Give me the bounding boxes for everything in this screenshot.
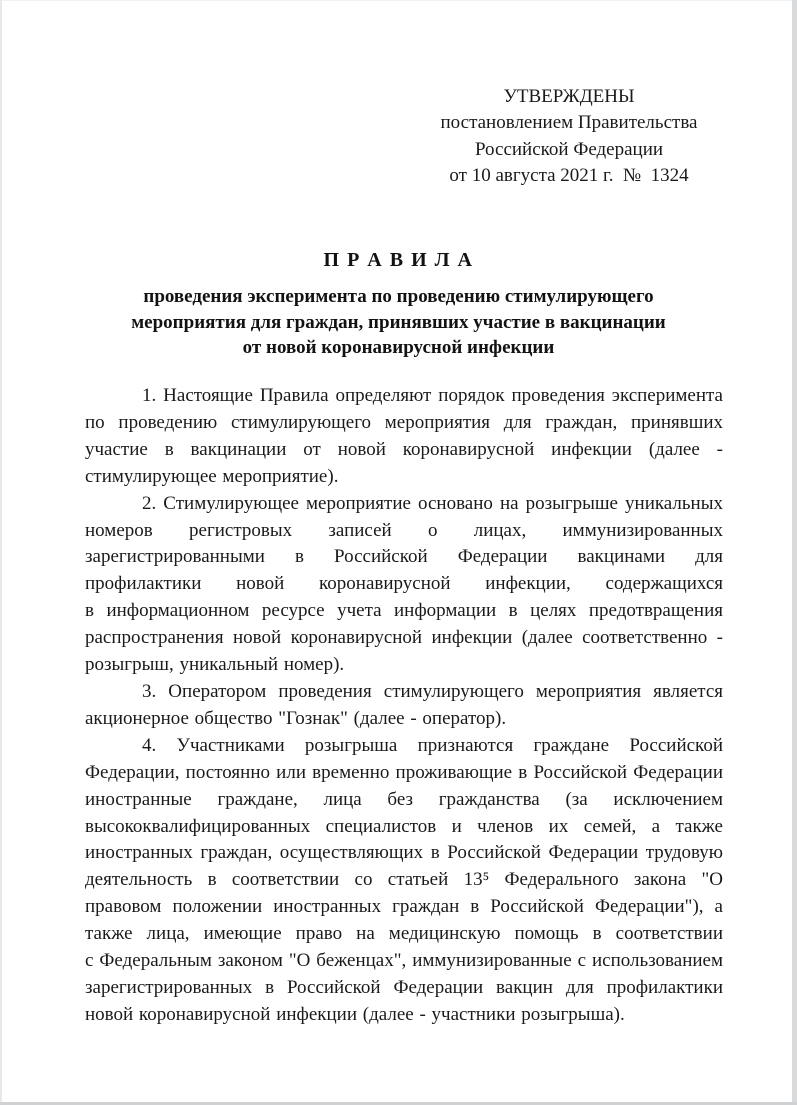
approval-line-approved: УТВЕРЖДЕНЫ bbox=[503, 86, 635, 107]
subtitle-line-2: мероприятия для граждан, принявших участие в вакцинации bbox=[131, 311, 666, 333]
document-subtitle bbox=[0, 284, 797, 361]
approval-line-government: Российской Федерации bbox=[474, 138, 664, 160]
scan-edge-top bbox=[0, 0, 797, 1]
paragraph-1: 1. Настоящие Правила определяют порядок проведения эксперимента по проведению стимулирующего мероприятия для граждан, принявших участие в вакцинации от новой коронавирусной инфекции (далее - стимулирующее мероприятие). bbox=[85, 385, 723, 487]
paragraph-2: 2. Стимулирующее мероприятие основано на розыгрыше уникальных номеров регистровых записей о лицах, иммунизированных зарегистрированными в Российской Федерации вакцинами для профилактики новой коронавирусной инфекции, содержащихся в информационном ресурсе учета информации в целях предотвращения распространения новой коронавирусной инфекции (далее соответственно - розыгрыш, уникальный номер). bbox=[85, 492, 723, 676]
document-body bbox=[85, 383, 723, 1029]
approval-line-date-number: от 10 августа 2021 г. № 1324 bbox=[449, 165, 689, 187]
scan-edge-left bbox=[0, 0, 2, 1105]
paragraph-4: 4. Участниками розыгрыша признаются граждане Российской Федерации, постоянно или временно проживающие в Российской Федерации иностранные граждане, лица без гражданства (за исключением высококвалифицированных специалистов и членов их семей, а также иностранных граждан, осуществляющих в Российской Федерации трудовую деятельность в соответствии со статьей 13⁵ Федерального закона "О правовом положении иностранных граждан в Российской Федерации"), а также лица, имеющие право на медицинскую помощь в соответствии с Федеральным законом "О беженцах", иммунизированные с использованием зарегистрированных в Российской Федерации вакцин для профилактики новой коронавирусной инфекции (далее - участники розыгрыша). bbox=[85, 734, 723, 1025]
subtitle-line-1: проведения эксперимента по проведению стимулирующего bbox=[143, 286, 654, 307]
document-title: П Р А В И Л А bbox=[323, 249, 474, 271]
subtitle-line-3: от новой коронавирусной инфекции bbox=[242, 337, 555, 359]
approval-line-resolution: постановлением Правительства bbox=[440, 112, 698, 134]
paragraph-3: 3. Оператором проведения стимулирующего мероприятия является акционерное общество "Гознак" (далее - оператор). bbox=[85, 680, 723, 729]
scan-edge-right bbox=[792, 0, 797, 1105]
approval-block bbox=[418, 84, 720, 190]
